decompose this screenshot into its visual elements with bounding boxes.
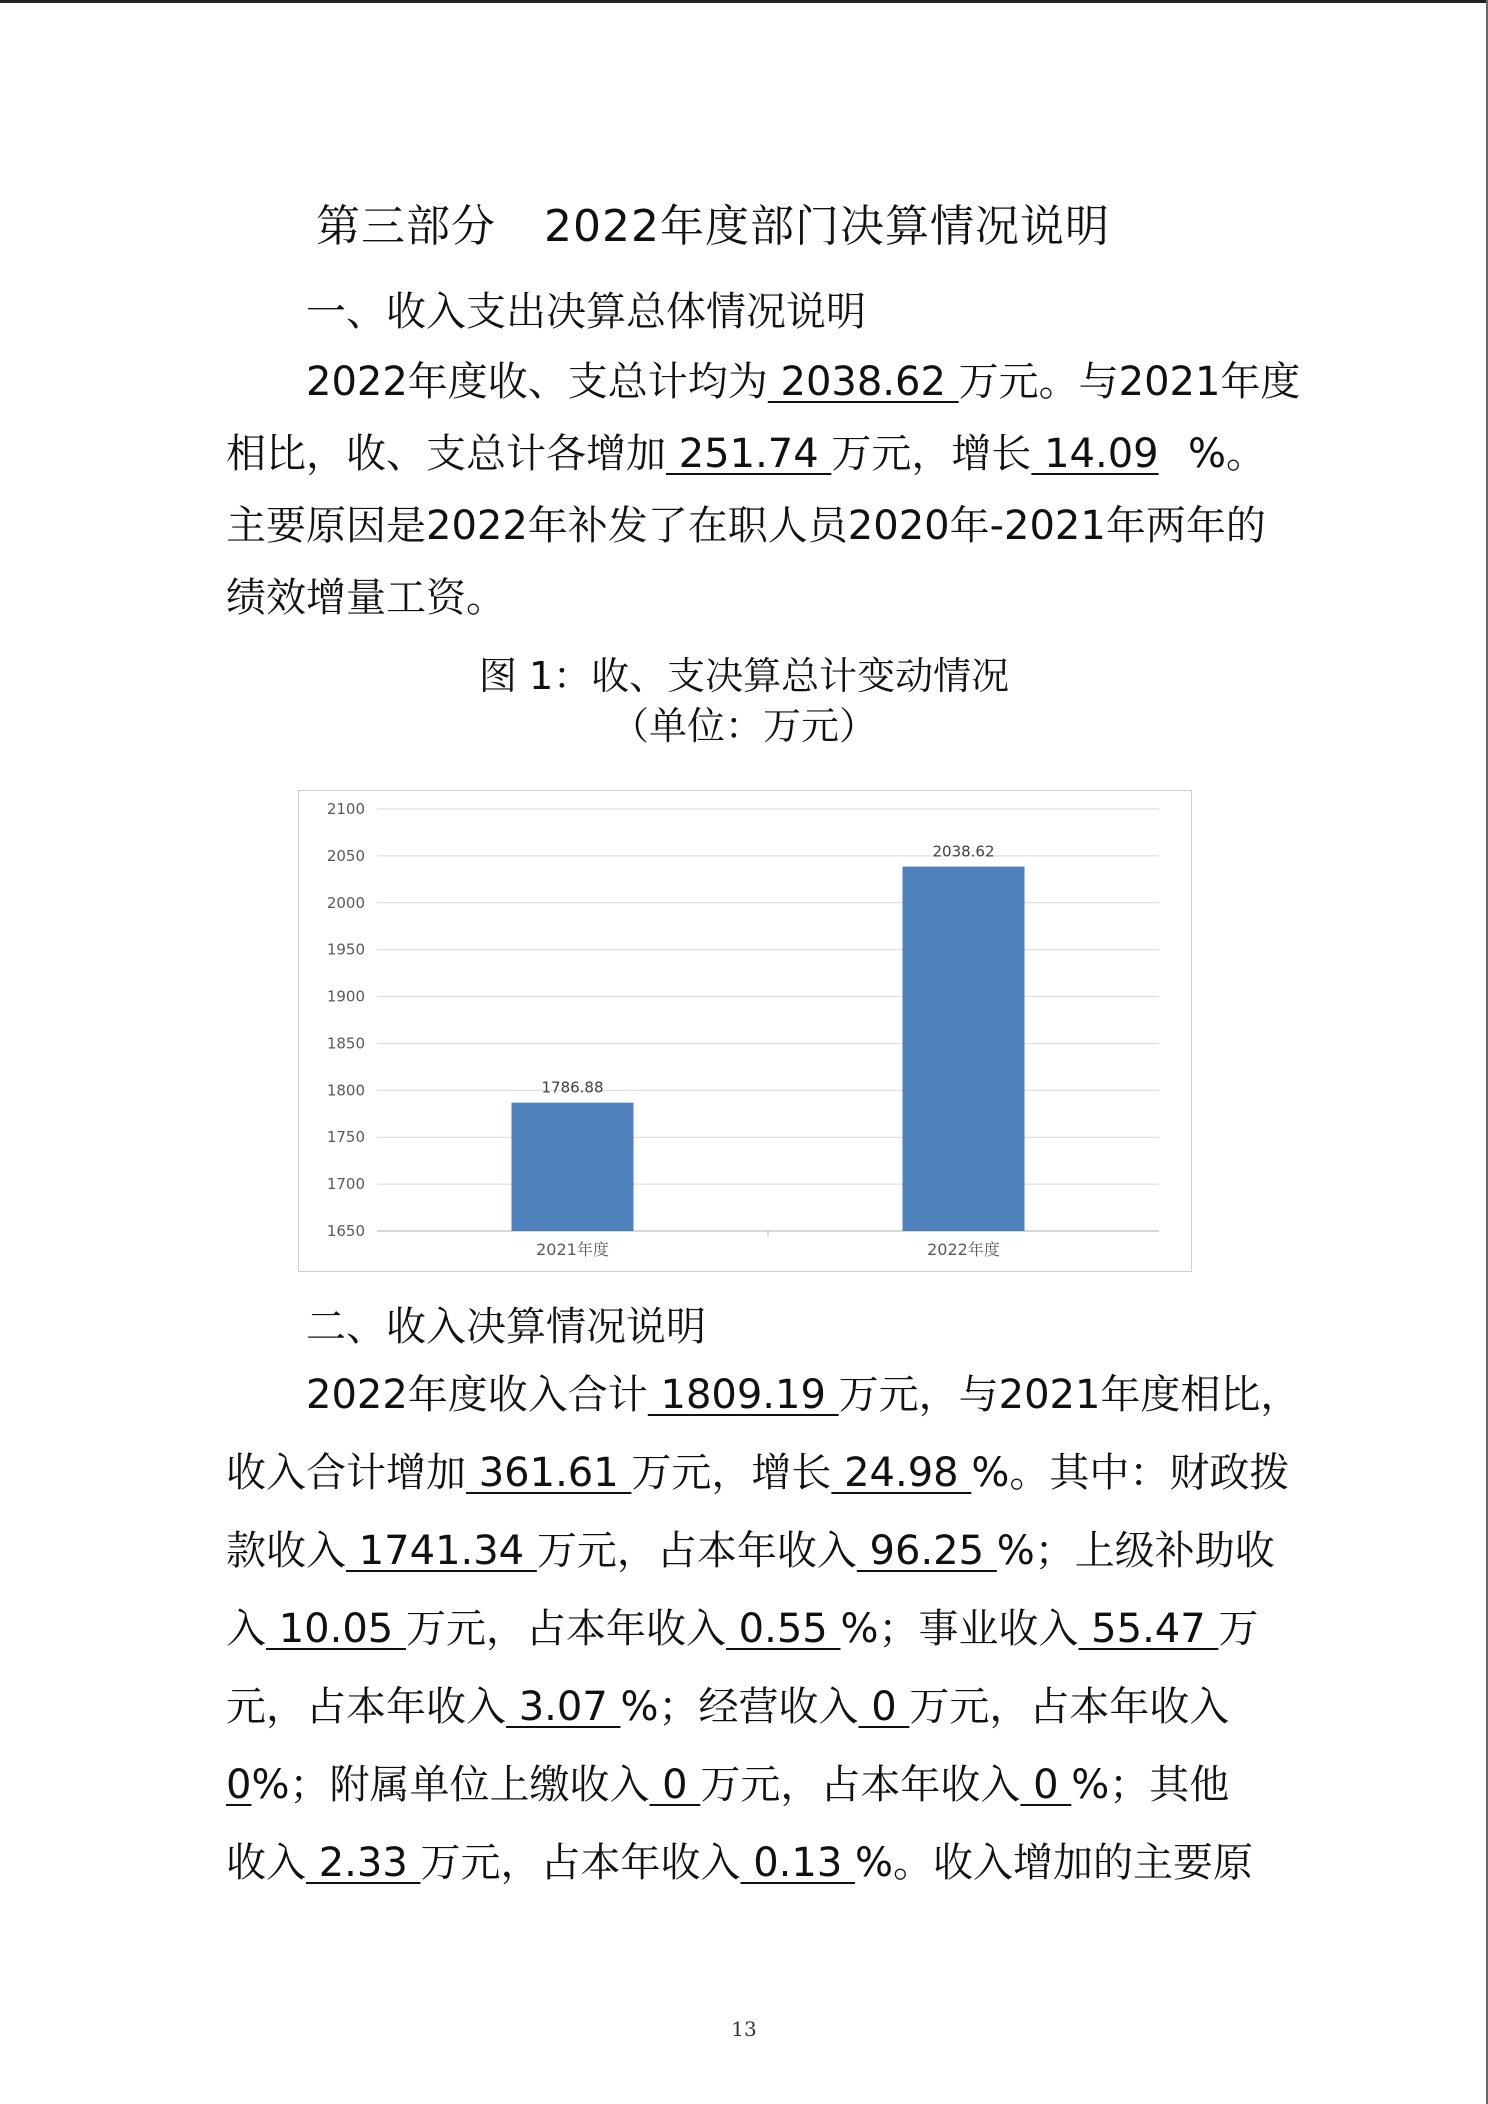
bar [512,1103,634,1231]
s2-text: 万元，占本年收入 [420,1840,741,1886]
bar [903,867,1025,1231]
title-text: 2022年度部门决算情况说明 [544,201,1110,252]
y-tick-label: 1650 [326,1222,365,1240]
s1-growth-pct: 14.09 [1031,431,1159,477]
s2-text: 元，占本年收入 [226,1684,506,1730]
other-income-pct: 0.13 [740,1840,855,1886]
s1-text: 2022年度收、支总计均为 [306,359,768,405]
operating-income-pct: 0 [226,1762,252,1808]
s2-text: 万元，增长 [631,1450,832,1496]
s2-text: %。其中：财政拨 [971,1450,1290,1496]
fiscal-income-value: 1741.34 [346,1528,537,1574]
y-tick-label: 1800 [326,1081,365,1100]
fiscal-income-pct: 96.25 [856,1528,997,1574]
s2-line4 [226,1597,1266,1657]
y-tick-label: 2000 [326,893,365,912]
s1-line1 [306,350,1301,410]
s2-text: 万元，占本年收入 [909,1684,1230,1730]
figure-caption: 图 1：收、支决算总计变动情况 [478,654,1010,698]
s2-increase-value: 361.61 [466,1450,632,1496]
affiliated-income-value: 0 [649,1762,701,1808]
title-part: 第三部分 [316,201,496,252]
bar-chart [298,790,1192,1272]
affiliated-income-pct: 0 [1020,1762,1072,1808]
s2-text: %；附属单位上缴收入 [251,1762,650,1808]
s2-text: 万元，占本年收入 [536,1528,857,1574]
s2-text: 万元，占本年收入 [700,1762,1021,1808]
subsidy-income-value: 10.05 [266,1606,406,1652]
s2-text: 收入 [226,1840,306,1886]
s2-text: %；其他 [1071,1762,1230,1808]
y-tick-label: 1900 [326,987,365,1006]
section2-heading: 二、收入决算情况说明 [306,1304,706,1350]
y-tick-label: 2100 [326,800,365,818]
business-income-value: 55.47 [1078,1606,1219,1652]
subsidy-income-pct: 0.55 [725,1606,841,1652]
s1-text: 年度 [1220,359,1301,405]
x-tick-label: 2022年度 [927,1240,1000,1259]
s2-text: 收入合计增加 [226,1450,466,1496]
s1-line4: 绩效增量工资。 [226,575,506,621]
s2-text: 万 [1218,1606,1259,1652]
y-tick-label: 2050 [326,846,365,865]
bar-data-label: 1786.88 [541,1078,604,1097]
business-income-pct: 3.07 [506,1684,621,1730]
y-tick-label: 1750 [326,1128,365,1147]
y-tick-label: 1950 [326,940,365,959]
s2-text: 2022年度收入合计 [306,1372,648,1418]
s1-text: 万元。与 [958,359,1119,405]
s1-increase-value: 251.74 [666,431,832,477]
s2-total-value: 1809.19 [647,1372,839,1418]
s2-growth-pct: 24.98 [831,1450,972,1496]
s2-line7 [226,1831,1266,1891]
s1-line3: 主要原因是2022年补发了在职人员2020年-2021年两年的 [226,503,1266,549]
s2-line5 [226,1675,1266,1735]
s2-text: 款收入 [226,1528,346,1574]
s2-line3 [226,1519,1275,1579]
top-border [0,0,1488,3]
section1-heading: 一、收入支出决算总体情况说明 [306,289,866,335]
page-number: 13 [731,2017,757,2041]
y-tick-label: 1850 [326,1034,365,1053]
s2-line1 [306,1363,1301,1423]
s1-total-value: 2038.62 [767,359,959,405]
s2-text: %；上级补助收 [996,1528,1275,1574]
s1-text: 相比，收、支总计各增加 [226,431,666,477]
s2-text: 入 [226,1606,266,1652]
s1-line2 [226,422,1266,482]
s1-text: 万元，增长 [831,431,1032,477]
other-income-value: 2.33 [306,1840,421,1886]
operating-income-value: 0 [858,1684,910,1730]
s2-text: 万元，占本年收入 [405,1606,726,1652]
figure-unit: （单位：万元） [610,704,877,748]
s2-text: %；事业收入 [840,1606,1079,1652]
s2-text: %。收入增加的主要原 [855,1840,1254,1886]
bar-chart-svg [299,791,1191,1271]
x-tick-label: 2021年度 [536,1240,609,1259]
y-tick-label: 1700 [326,1175,365,1194]
s1-text: 2021 [1118,359,1221,405]
s2-line2 [226,1441,1290,1501]
page-title [316,190,1110,254]
s1-text: %。 [1187,431,1266,477]
s2-text: 万元，与2021年度相比， [838,1372,1301,1418]
s2-text: %；经营收入 [620,1684,859,1730]
bar-data-label: 2038.62 [932,842,995,861]
s2-line6 [226,1753,1266,1813]
